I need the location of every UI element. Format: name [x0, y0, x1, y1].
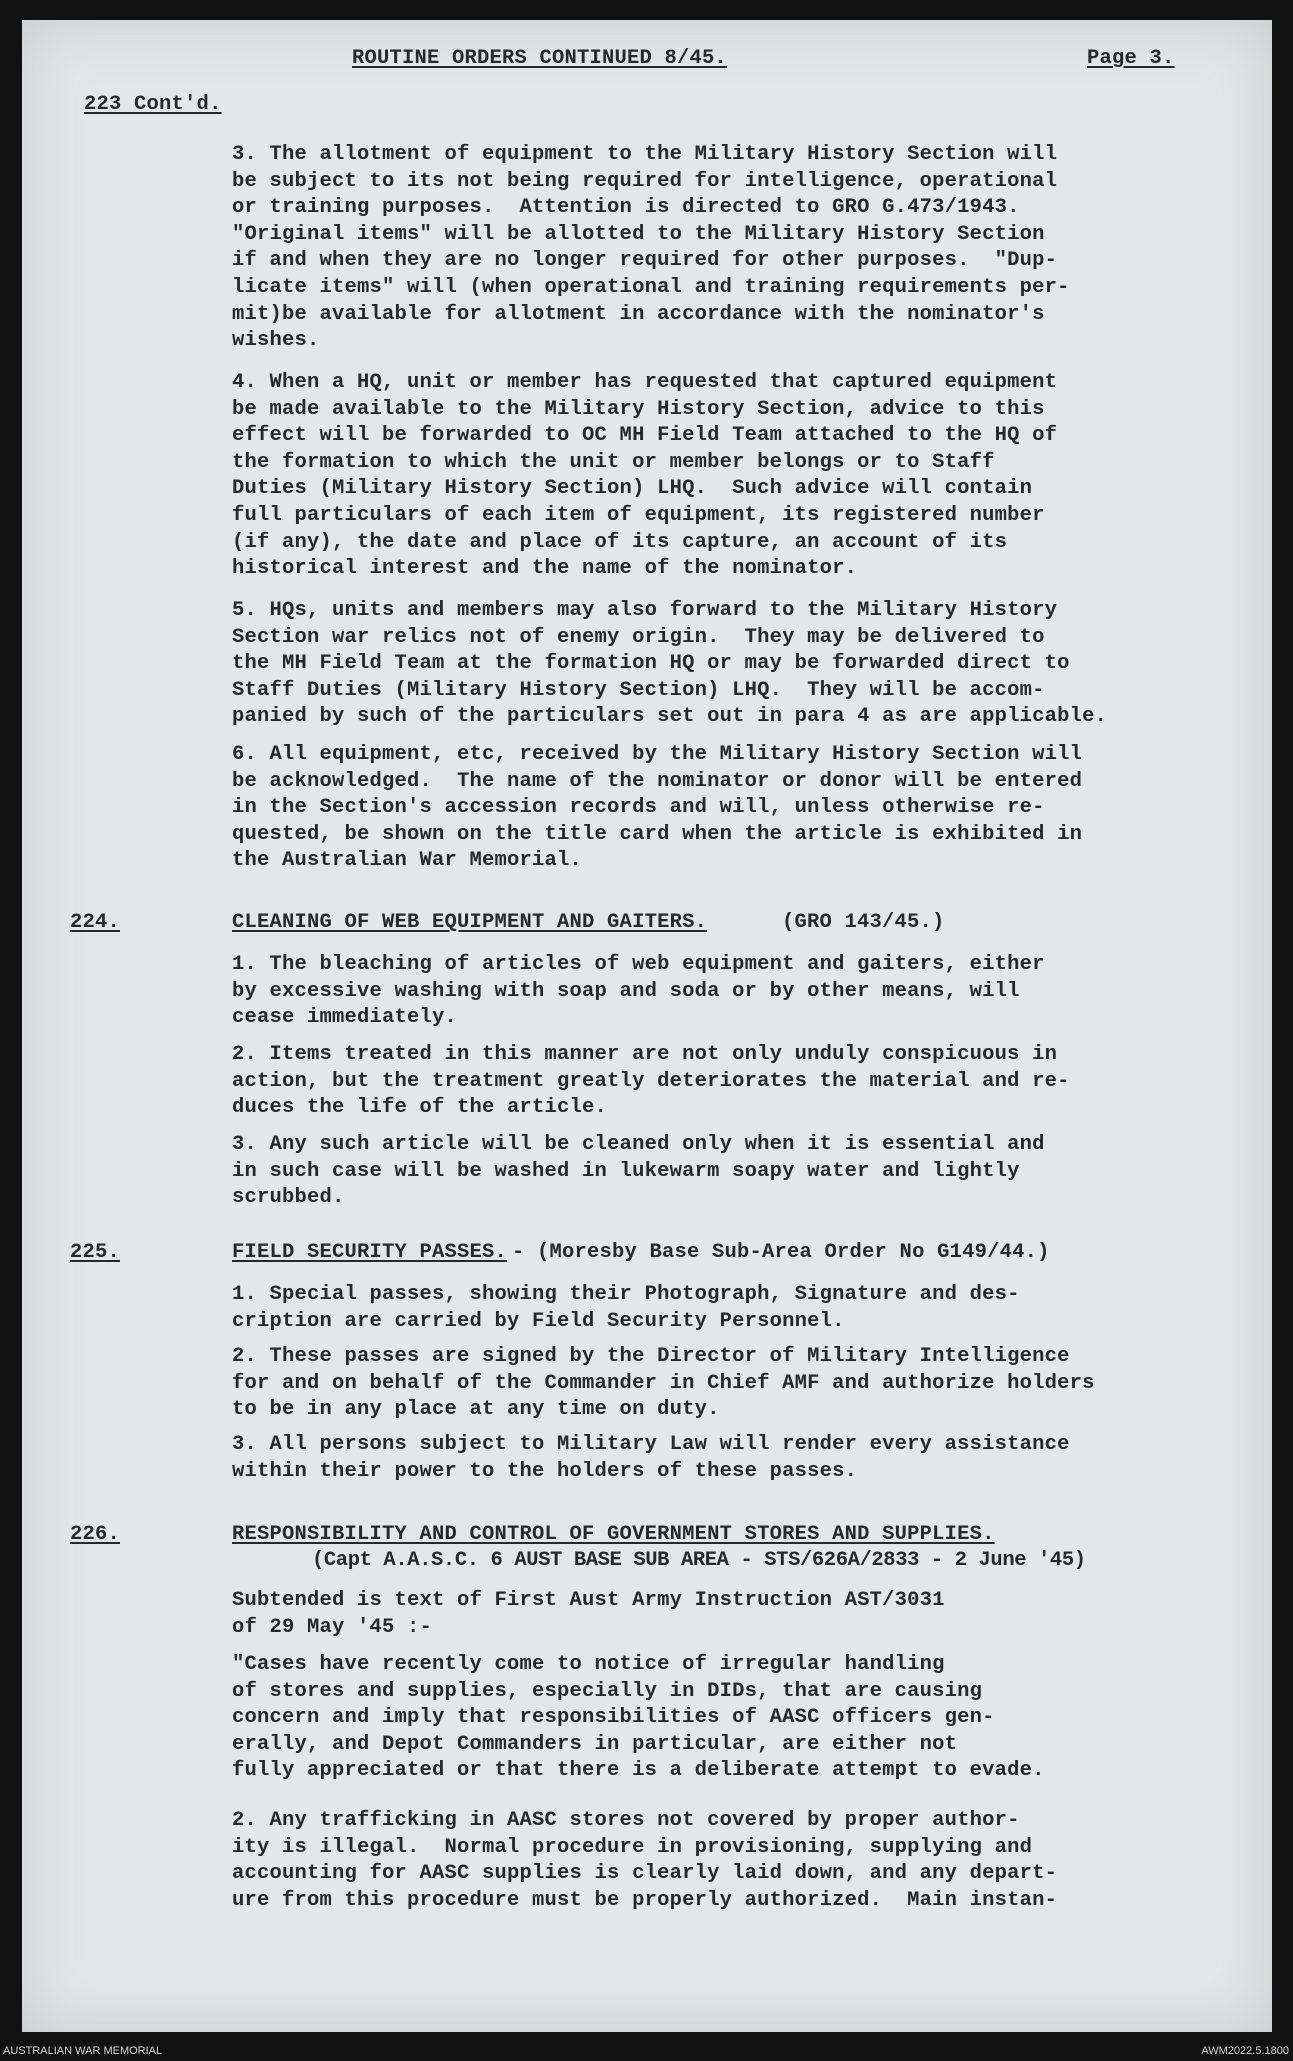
- section-225-title: FIELD SECURITY PASSES.: [232, 1241, 508, 1264]
- section-226-number: 226.: [70, 1523, 121, 1546]
- section-226-title: RESPONSIBILITY AND CONTROL OF GOVERNMENT STORES AND SUPPLIES.: [232, 1523, 995, 1546]
- section-224-para-3: 3. Any such article will be cleaned only when it is essential and in such case will be washed in lukewarm soapy water and lightly scrubbed.: [232, 1133, 1045, 1210]
- section-223-para-5: 5. HQs, units and members may also forward to the Military History Section war relics not of enemy origin. They may be delivered to the MH Field Team at the formation HQ or may be forwarded direct to Staff Duties (Military History Section) LHQ. They will be accom- panied by such of the particulars set out in para 4 as are applicable.: [232, 599, 1108, 729]
- section-224-ref: (GRO 143/45.): [782, 911, 945, 934]
- section-223-heading: 223 Cont'd.: [84, 93, 222, 116]
- page-number: Page 3.: [1087, 47, 1175, 70]
- section-225-para-3: 3. All persons subject to Military Law will render every assistance within their power to the holders of these passes.: [232, 1433, 1070, 1483]
- footer-accession-number: AWM2022.5.1800: [1201, 2045, 1289, 2057]
- section-224-title: CLEANING OF WEB EQUIPMENT AND GAITERS.: [232, 911, 708, 934]
- section-226-para-2: 2. Any trafficking in AASC stores not covered by proper author- ity is illegal. Normal procedure in provisioning, supplying and accounting for AASC supplies is clearly laid down, and any depart- ure from this procedure must be properly authorized. Main instan-: [232, 1809, 1058, 1912]
- section-223-para-3: 3. The allotment of equipment to the Military History Section will be subject to its not being required for intelligence, operational or training purposes. Attention is directed to GRO G.473/1943. "Original items" will be allotted to the Military History Section if and when they are no longer required for other purposes. "Dup- licate items" will (when operational and training requirements per- mit)be available for allotment in accordance with the nominator's wishes.: [232, 143, 1070, 353]
- section-225-number: 225.: [70, 1241, 121, 1264]
- section-223-para-4: 4. When a HQ, unit or member has requested that captured equipment be made available to the Military History Section, advice to this effect will be forwarded to OC MH Field Team attached to the HQ of the formation to which the unit or member belongs or to Staff Duties (Military History Section) LHQ. Such advice will contain full particulars of each item of equipment, its registered number (if any), the date and place of its capture, an account of its historical interest and the name of the nominator.: [232, 371, 1058, 581]
- section-225-para-2: 2. These passes are signed by the Director of Military Intelligence for and on behalf of the Commander in Chief AMF and authorize holders to be in any place at any time on duty.: [232, 1345, 1095, 1422]
- section-224-number: 224.: [70, 911, 121, 934]
- footer-credit: AUSTRALIAN WAR MEMORIAL: [3, 2045, 163, 2057]
- section-224-para-2: 2. Items treated in this manner are not only unduly conspicuous in action, but the treatment greatly deteriorates the material and re- duces the life of the article.: [232, 1043, 1070, 1120]
- section-225-para-1: 1. Special passes, showing their Photograph, Signature and des- cription are carried by Field Security Personnel.: [232, 1283, 1020, 1333]
- page-title: ROUTINE ORDERS CONTINUED 8/45.: [352, 47, 728, 70]
- section-226-para-1: "Cases have recently come to notice of irregular handling of stores and supplies, especially in DIDs, that are causing concern and imply that responsibilities of AASC officers gen- erally, and Depot Commanders in particular, are either not fully appreciated or that there is a deliberate attempt to evade.: [232, 1653, 1045, 1783]
- section-225-ref: - (Moresby Base Sub-Area Order No G149/44.): [512, 1241, 1050, 1264]
- section-226-ref: (Capt A.A.S.C. 6 AUST BASE SUB AREA - STS/626A/2833 - 2 June '45): [312, 1549, 1086, 1572]
- section-223-para-6: 6. All equipment, etc, received by the Military History Section will be acknowledged. The name of the nominator or donor will be entered in the Section's accession records and will, unless otherwise re- quested, be shown on the title card when the article is exhibited in the Australian War Memorial.: [232, 743, 1083, 873]
- section-224-para-1: 1. The bleaching of articles of web equipment and gaiters, either by excessive washing with soap and soda or by other means, will cease immediately.: [232, 953, 1045, 1030]
- section-226-intro: Subtended is text of First Aust Army Instruction AST/3031 of 29 May '45 :-: [232, 1589, 945, 1639]
- document-page: [22, 20, 1272, 2032]
